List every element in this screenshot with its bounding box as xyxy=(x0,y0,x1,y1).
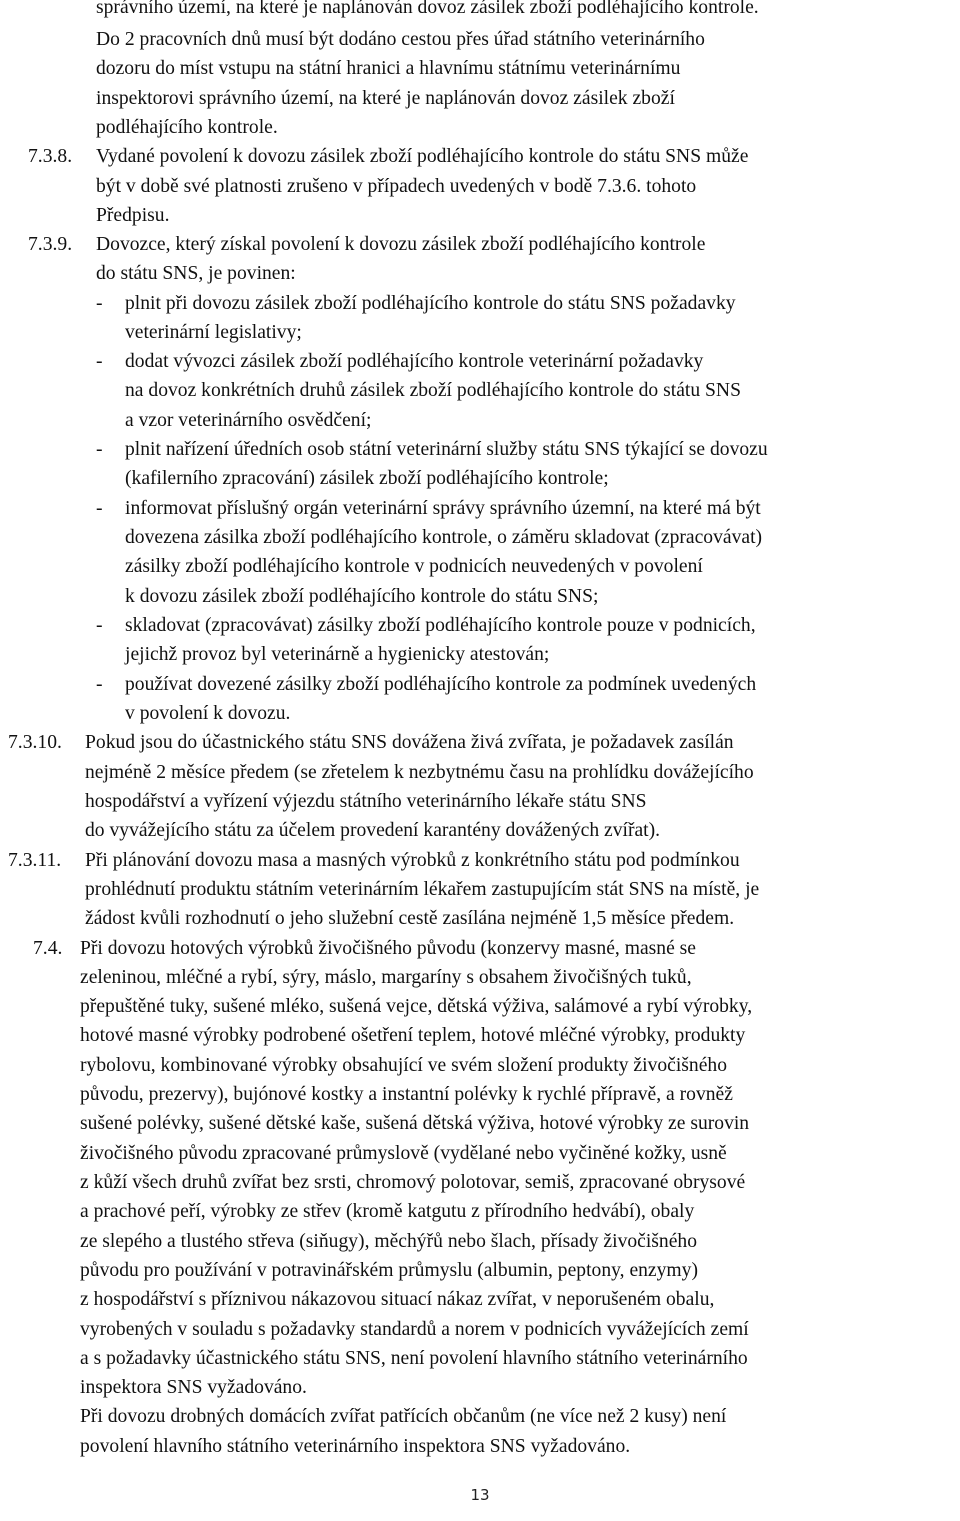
text-line: skladovat (zpracovávat) zásilky zboží podléhajícího kontrole pouze v podnicích, xyxy=(125,615,756,636)
text-line: k dovozu zásilek zboží podléhajícího kontrole do státu SNS; xyxy=(125,586,599,607)
text-line: sušené polévky, sušené dětské kaše, sušená dětská výživa, hotové výrobky ze surovin xyxy=(80,1113,750,1134)
text-line: inspektorovi správního území, na které je naplánován dovoz zásilek zboží xyxy=(96,88,675,109)
text-line: původu, prezervy), bujónové kostky a instantní polévky k rychlé přípravě, a rovněž xyxy=(80,1084,733,1105)
text-line: z kůží všech druhů zvířat bez srsti, chromový polotovar, semiš, zpracované obrysové xyxy=(80,1172,746,1193)
section-number: 7.3.9. xyxy=(28,234,73,255)
text-line: dodat vývozci zásilek zboží podléhajícího kontrole veterinární požadavky xyxy=(125,351,704,372)
text-line: Pokud jsou do účastnického státu SNS dovážena živá zvířata, je požadavek zasílán xyxy=(85,732,734,753)
text-line: vyrobených v souladu s požadavky standardů a norem v podnicích vyvážejících zemí xyxy=(80,1319,749,1340)
text-line: zeleninou, mléčné a rybí, sýry, máslo, margaríny s obsahem živočišných tuků, xyxy=(80,967,692,988)
text-line: nejméně 2 měsíce předem (se zřetelem k nezbytnému času na prohlídku dovážejícího xyxy=(85,762,754,783)
text-line: na dovoz konkrétních druhů zásilek zboží podléhajícího kontrole do státu SNS xyxy=(125,380,741,401)
list-bullet: - xyxy=(96,498,103,519)
text-line: inspektora SNS vyžadováno. xyxy=(80,1377,307,1398)
text-line: informovat příslušný orgán veterinární správy správního územní, na které má být xyxy=(125,498,761,519)
text-line: jejichž provoz byl veterinárně a hygienicky atestován; xyxy=(125,644,550,665)
text-line: v povolení k dovozu. xyxy=(125,703,291,724)
text-line: do státu SNS, je povinen: xyxy=(96,263,296,284)
text-line: plnit nařízení úředních osob státní veterinární služby státu SNS týkající se dovozu xyxy=(125,439,768,460)
text-line: Předpisu. xyxy=(96,205,170,226)
text-line: veterinární legislativy; xyxy=(125,322,302,343)
text-line: a prachové peří, výrobky ze střev (kromě katgutu z přírodního hedvábí), obaly xyxy=(80,1201,695,1222)
text-line: ze slepého a tlustého střeva (siňugy), měchýřů nebo šlach, přísady živočišného xyxy=(80,1231,698,1252)
text-line: z hospodářství s příznivou nákazovou situací nákaz zvířat, v neporušeném obalu, xyxy=(80,1289,715,1310)
text-line: dozoru do míst vstupu na státní hranici a hlavnímu státnímu veterinárnímu xyxy=(96,58,681,79)
text-line: rybolovu, kombinované výrobky obsahující ve svém složení produkty živočišného xyxy=(80,1055,728,1076)
section-number: 7.3.8. xyxy=(28,146,73,167)
text-line: Vydané povolení k dovozu zásilek zboží podléhajícího kontrole do státu SNS může xyxy=(96,146,749,167)
text-line: Do 2 pracovních dnů musí být dodáno cestou přes úřad státního veterinárního xyxy=(96,29,705,50)
text-line: být v době své platnosti zrušeno v případech uvedených v bodě 7.3.6. tohoto xyxy=(96,176,697,197)
text-line: přepuštěné tuky, sušené mléko, sušená vejce, dětská výživa, salámové a rybí výrobky, xyxy=(80,996,753,1017)
text-line: zásilky zboží podléhajícího kontrole v podnicích neuvedených v povolení xyxy=(125,556,703,577)
text-line: používat dovezené zásilky zboží podléhajícího kontrole za podmínek uvedených xyxy=(125,674,757,695)
text-line: povolení hlavního státního veterinárního inspektora SNS vyžadováno. xyxy=(80,1436,631,1457)
text-line: Při plánování dovozu masa a masných výrobků z konkrétního státu pod podmínkou xyxy=(85,850,740,871)
text-line: žádost kvůli rozhodnutí o jeho služební cestě zasílána nejméně 1,5 měsíce předem. xyxy=(85,908,735,929)
text-line: hospodářství a vyřízení výjezdu státního veterinárního lékaře státu SNS xyxy=(85,791,647,812)
list-bullet: - xyxy=(96,351,103,372)
list-bullet: - xyxy=(96,674,103,695)
text-line: plnit při dovozu zásilek zboží podléhajícího kontrole do státu SNS požadavky xyxy=(125,293,736,314)
section-number: 7.4. xyxy=(33,938,63,959)
list-bullet: - xyxy=(96,439,103,460)
text-line: Dovozce, který získal povolení k dovozu zásilek zboží podléhajícího kontrole xyxy=(96,234,706,255)
text-line: (kafilerního zpracování) zásilek zboží podléhajícího kontrole; xyxy=(125,468,609,489)
text-line: Při dovozu hotových výrobků živočišného původu (konzervy masné, masné se xyxy=(80,938,696,959)
section-number: 7.3.10. xyxy=(8,732,62,753)
text-line: živočišného původu zpracované průmyslově (vydělané nebo vyčiněné kožky, usně xyxy=(80,1143,727,1164)
list-bullet: - xyxy=(96,615,103,636)
list-bullet: - xyxy=(96,293,103,314)
text-line: do vyvážejícího státu za účelem provedení karantény dovážených zvířat). xyxy=(85,820,661,841)
text-line: původu pro používání v potravinářském průmyslu (albumin, peptony, enzymy) xyxy=(80,1260,698,1281)
text-line: prohlédnutí produktu státním veterinárním lékařem zastupujícím stát SNS na místě, je xyxy=(85,879,760,900)
text-line: hotové masné výrobky podrobené ošetření teplem, hotové mléčné výrobky, produkty xyxy=(80,1025,746,1046)
text-line: a s požadavky účastnického státu SNS, není povolení hlavního státního veterinárního xyxy=(80,1348,748,1369)
page-number: 13 xyxy=(470,1486,490,1504)
text-line: Při dovozu drobných domácích zvířat patřících občanům (ne více než 2 kusy) není xyxy=(80,1406,727,1427)
text-line: správního území, na které je naplánován dovoz zásilek zboží podléhajícího kontrole. xyxy=(96,0,759,18)
section-number: 7.3.11. xyxy=(8,850,62,871)
text-line: podléhajícího kontrole. xyxy=(96,117,278,138)
text-line: dovezena zásilka zboží podléhajícího kontrole, o záměru skladovat (zpracovávat) xyxy=(125,527,763,548)
text-line: a vzor veterinárního osvědčení; xyxy=(125,410,372,431)
